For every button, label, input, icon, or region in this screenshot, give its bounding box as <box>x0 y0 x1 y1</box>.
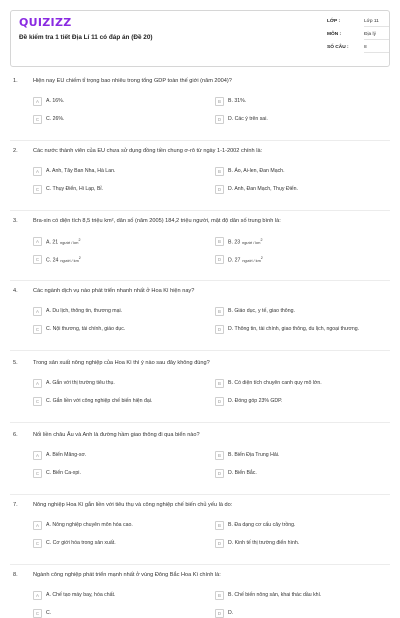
option-label: B. Chế biến nông sản, khai thác dầu khí. <box>228 592 322 599</box>
meta-row-class <box>327 15 389 28</box>
option-letter-box: C <box>33 539 42 548</box>
question-block <box>13 572 387 617</box>
option-text <box>46 255 81 264</box>
option-label: D. Thông tin, tài chính, giao thông, du lịch, ngoại thương. <box>228 326 360 333</box>
option-label: A. Du lịch, thông tin, thương mại. <box>46 308 123 315</box>
answer-option-c[interactable] <box>33 185 201 194</box>
option-unit-superscript: 2 <box>78 238 81 243</box>
option-label: C. Cơ giới hóa trong sản xuất. <box>46 540 116 547</box>
question-text: Các ngành dịch vụ nào phát triển nhanh nhất ở Hoa Kì hiện nay? <box>33 288 195 294</box>
option-letter-box: A <box>33 591 42 600</box>
question-text: Hiện nay EU chiếm tỉ trọng bao nhiêu trong tổng GDP toàn thế giới (năm 2004)? <box>33 78 232 84</box>
question-divider <box>10 564 390 565</box>
option-letter-box: D <box>215 539 224 548</box>
option-label: D. Đóng góp 23% GDP. <box>228 398 283 405</box>
question-divider <box>10 140 390 141</box>
answer-option-a[interactable] <box>33 379 201 388</box>
option-unit-superscript: 2 <box>260 256 263 261</box>
answer-option-b[interactable] <box>215 307 383 316</box>
option-label: D. 27 <box>228 257 241 264</box>
option-text <box>46 540 116 546</box>
option-unit: người / km <box>60 258 79 263</box>
answer-option-a[interactable] <box>33 307 201 316</box>
answer-option-b[interactable] <box>215 379 383 388</box>
option-label: B. Đa dạng cơ cấu cây trồng. <box>228 522 296 529</box>
option-text <box>46 380 115 386</box>
option-label: D. <box>228 610 234 617</box>
answer-option-a[interactable] <box>33 97 201 106</box>
meta-panel <box>327 15 389 54</box>
option-text <box>46 186 103 192</box>
option-text <box>228 168 285 174</box>
question-divider <box>10 350 390 351</box>
question-divider <box>10 280 390 281</box>
question-header <box>13 288 387 302</box>
option-label: C. Nội thương, tài chính, giáo dục. <box>46 326 126 333</box>
option-letter-box: D <box>215 397 224 406</box>
option-text <box>46 308 122 314</box>
question-header <box>13 572 387 586</box>
option-text <box>46 452 86 458</box>
question-header <box>13 432 387 446</box>
option-letter-box: B <box>215 307 224 316</box>
option-letter-box: B <box>215 167 224 176</box>
answer-option-a[interactable] <box>33 237 201 246</box>
question-block <box>13 432 387 477</box>
option-text <box>46 522 133 528</box>
option-text <box>228 255 263 264</box>
option-text <box>228 186 298 192</box>
question-header <box>13 360 387 374</box>
option-text <box>228 592 321 598</box>
option-letter-box: B <box>215 97 224 106</box>
option-text <box>228 452 279 458</box>
option-letter-box: A <box>33 451 42 460</box>
option-text <box>46 592 115 598</box>
option-label: B. 23 <box>228 239 241 246</box>
answer-option-d[interactable] <box>215 609 383 618</box>
question-block <box>13 218 387 264</box>
answer-option-b[interactable] <box>215 237 383 246</box>
answer-option-b[interactable] <box>215 97 383 106</box>
option-text <box>46 326 125 332</box>
option-label: D. Anh, Đan Mạch, Thụy Điển. <box>228 186 298 193</box>
answer-option-d[interactable] <box>215 255 383 264</box>
question-header <box>13 78 387 92</box>
question-number: 3. <box>13 218 18 224</box>
option-letter-box: A <box>33 237 42 246</box>
option-text <box>46 398 152 404</box>
question-block <box>13 502 387 547</box>
option-text <box>228 326 359 332</box>
question-divider <box>10 494 390 495</box>
document-title: Đề kiểm tra 1 tiết Địa Lí 11 có đáp án (Đề 20) <box>19 34 153 41</box>
option-text <box>228 98 246 104</box>
question-text: Các nước thành viên của EU chưa sử dụng đồng tiền chung ơ-rô từ ngày 1-1-2002 chính là: <box>33 148 263 154</box>
option-label: B. 31%. <box>228 98 247 105</box>
option-text <box>46 98 64 104</box>
answer-option-d[interactable] <box>215 539 383 548</box>
option-letter-box: A <box>33 167 42 176</box>
answer-option-a[interactable] <box>33 167 201 176</box>
option-letter-box: B <box>215 451 224 460</box>
option-letter-box: C <box>33 255 42 264</box>
option-letter-box: B <box>215 237 224 246</box>
option-label: C. Gắn liền với công nghiệp chế biến hiện đại. <box>46 398 153 405</box>
option-unit: người / km <box>242 258 261 263</box>
question-number: 1. <box>13 78 18 84</box>
option-text <box>228 116 268 122</box>
option-label: A. Biển Măng-sơ. <box>46 452 87 459</box>
option-label: D. Biển Bắc. <box>228 470 257 477</box>
option-label: C. 26%. <box>46 116 65 123</box>
answer-option-c[interactable] <box>33 469 201 478</box>
option-text <box>46 610 51 616</box>
answer-option-c[interactable] <box>33 325 201 334</box>
option-letter-box: A <box>33 521 42 530</box>
question-number: 2. <box>13 148 18 154</box>
option-label: C. Biển Ca-xpi. <box>46 470 81 477</box>
question-header <box>13 502 387 516</box>
option-label: A. Nông nghiệp chuyên môn hóa cao. <box>46 522 133 529</box>
answer-option-a[interactable] <box>33 521 201 530</box>
option-label: D. Kinh tế thị trường điển hình. <box>228 540 300 547</box>
option-letter-box: B <box>215 379 224 388</box>
option-letter-box: A <box>33 97 42 106</box>
meta-value: Lớp 11 <box>364 17 389 27</box>
answer-option-b[interactable] <box>215 451 383 460</box>
answer-option-a[interactable] <box>33 591 201 600</box>
option-letter-box: D <box>215 115 224 124</box>
option-text <box>228 610 233 616</box>
answer-option-d[interactable] <box>215 397 383 406</box>
option-letter-box: C <box>33 325 42 334</box>
option-label: C. <box>46 610 52 617</box>
question-block <box>13 148 387 193</box>
option-unit-superscript: 2 <box>78 256 81 261</box>
option-label: B. Có diện tích chuyên canh quy mô lớn. <box>228 380 322 387</box>
question-block <box>13 288 387 333</box>
question-number: 8. <box>13 572 18 578</box>
question-number: 4. <box>13 288 18 294</box>
answer-option-d[interactable] <box>215 469 383 478</box>
question-number: 6. <box>13 432 18 438</box>
option-label: A. Anh, Tây Ban Nha, Hà Lan. <box>46 168 116 175</box>
answer-option-c[interactable] <box>33 115 201 124</box>
meta-row-count <box>327 41 389 54</box>
meta-value: Địa lý <box>364 30 389 40</box>
option-label: A. 21 <box>46 239 59 246</box>
question-header <box>13 148 387 162</box>
option-text <box>46 237 80 246</box>
quiz-header <box>10 10 390 67</box>
option-text <box>228 540 299 546</box>
option-text <box>228 308 295 314</box>
question-number: 7. <box>13 502 18 508</box>
option-letter-box: D <box>215 325 224 334</box>
question-text: Nông nghiệp Hoa Kì gắn liền với tiêu thụ và công nghiệp chế biến chủ yếu là do: <box>33 502 233 508</box>
option-text <box>228 522 295 528</box>
quizizz-logo[interactable]: QUIZIZZ <box>19 16 72 29</box>
option-letter-box: C <box>33 469 42 478</box>
option-letter-box: D <box>215 255 224 264</box>
option-label: A. 16%. <box>46 98 65 105</box>
meta-label: SỐ CÂU : <box>327 45 349 50</box>
option-letter-box: B <box>215 521 224 530</box>
option-letter-box: C <box>33 397 42 406</box>
option-letter-box: A <box>33 379 42 388</box>
option-text <box>228 237 262 246</box>
answer-option-d[interactable] <box>215 325 383 334</box>
question-number: 5. <box>13 360 18 366</box>
option-letter-box: D <box>215 609 224 618</box>
question-text: Trong sản xuất nông nghiệp của Hoa Kì thì ý nào sau đây không đúng? <box>33 360 210 366</box>
option-label: C. 24 <box>46 257 59 264</box>
option-text <box>228 470 257 476</box>
option-label: D. Các ý trên sai. <box>228 116 268 123</box>
option-letter-box: C <box>33 609 42 618</box>
option-text <box>228 398 282 404</box>
option-letter-box: A <box>33 307 42 316</box>
answer-option-c[interactable] <box>33 609 201 618</box>
option-unit: người / km <box>242 240 261 245</box>
option-text <box>228 380 322 386</box>
option-letter-box: C <box>33 115 42 124</box>
meta-label: LỚP : <box>327 19 341 24</box>
question-divider <box>10 210 390 211</box>
question-text: Ngành công nghiệp phát triển mạnh nhất ở vùng Đông Bắc Hoa Kì chính là: <box>33 572 221 578</box>
option-text <box>46 168 115 174</box>
option-unit-superscript: 2 <box>260 238 263 243</box>
question-text: Nối liền châu Âu và Anh là đường hầm giao thông đi qua biển nào? <box>33 432 200 438</box>
option-label: A. Chế tạo máy bay, hóa chất. <box>46 592 116 599</box>
option-label: C. Thụy Điển, Hi Lạp, Bỉ. <box>46 186 103 193</box>
option-letter-box: C <box>33 185 42 194</box>
answer-option-c[interactable] <box>33 539 201 548</box>
option-text <box>46 470 81 476</box>
option-unit: người / km <box>60 240 79 245</box>
question-text: Bra-xin có diện tích 8,5 triệu km², dân số (năm 2005) 184,2 triệu người, mật độ dân số trung bình là: <box>33 218 281 224</box>
question-divider <box>10 422 390 423</box>
answer-option-a[interactable] <box>33 451 201 460</box>
answer-option-c[interactable] <box>33 397 201 406</box>
meta-row-subject <box>327 28 389 41</box>
question-header <box>13 218 387 232</box>
option-label: B. Giáo dục, y tế, giao thông. <box>228 308 295 315</box>
answer-option-d[interactable] <box>215 185 383 194</box>
option-letter-box: D <box>215 185 224 194</box>
option-text <box>46 116 64 122</box>
answer-option-b[interactable] <box>215 591 383 600</box>
answer-option-b[interactable] <box>215 167 383 176</box>
answer-option-c[interactable] <box>33 255 201 264</box>
option-label: B. Áo, Ai-len, Đan Mạch. <box>228 168 285 175</box>
question-block <box>13 78 387 123</box>
option-letter-box: D <box>215 469 224 478</box>
option-label: B. Biển Địa Trung Hải. <box>228 452 280 459</box>
option-label: A. Gắn với thị trường tiêu thụ. <box>46 380 115 387</box>
option-letter-box: B <box>215 591 224 600</box>
answer-option-b[interactable] <box>215 521 383 530</box>
meta-label: MÔN : <box>327 32 342 37</box>
answer-option-d[interactable] <box>215 115 383 124</box>
meta-value: 8 <box>364 43 389 53</box>
question-block <box>13 360 387 405</box>
